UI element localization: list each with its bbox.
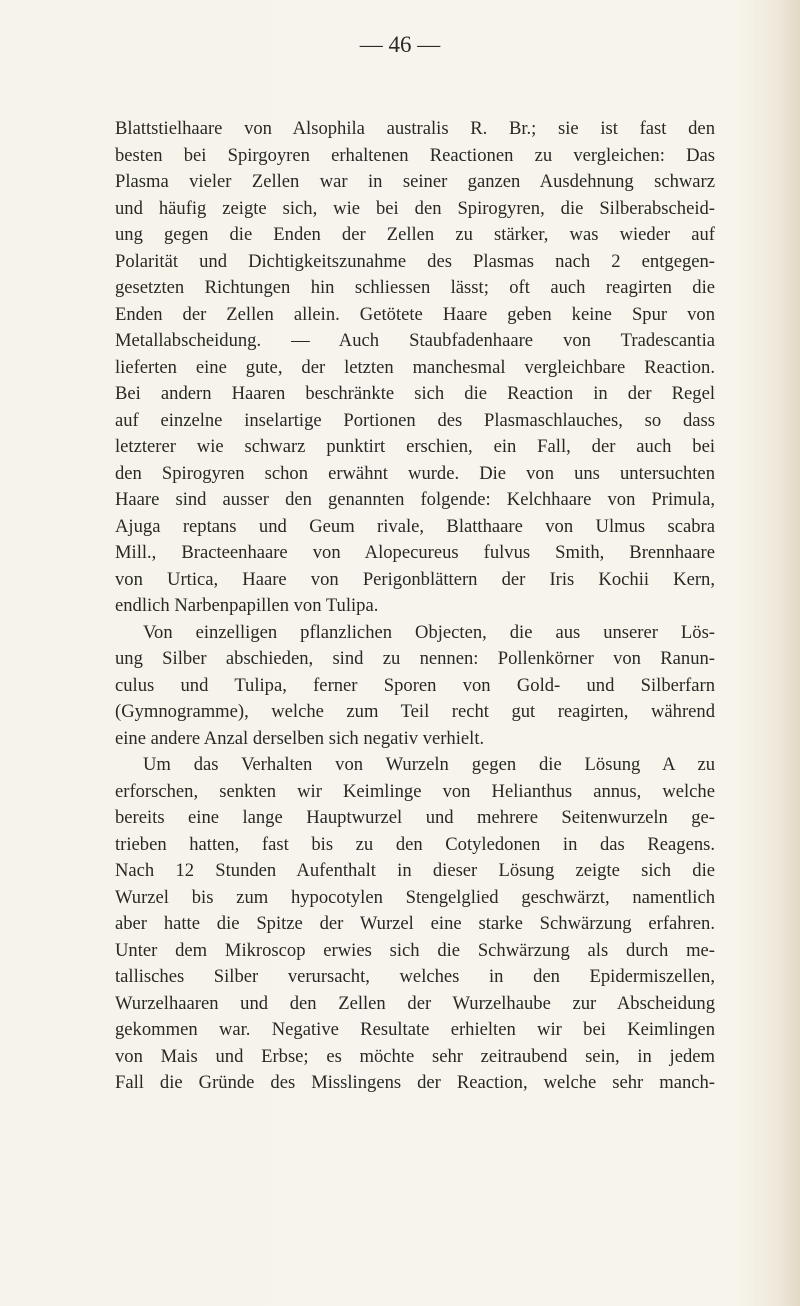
text-line: Wurzelhaaren und den Zellen der Wurzelhaube zur Abscheidung [115,992,715,1014]
text-line: tallisches Silber verursacht, welches in den Epidermiszellen, [115,966,715,987]
text-line: culus und Tulipa, ferner Sporen von Gold- und Silberfarn [115,674,715,696]
text-line: erforschen, senkten wir Keimlinge von Helianthus annus, welche [115,780,715,802]
text-line: Metallabscheidung. — Auch Staubfadenhaare von Tradescantia [115,330,715,351]
text-line: den Spirogyren schon erwähnt wurde. Die von uns untersuchten [115,462,715,484]
text-line: eine andere Anzal derselben sich negativ verhielt. [115,727,485,749]
text-line: Um das Verhalten von Wurzeln gegen die Lösung A zu [143,754,715,775]
text-line: Bei andern Haaren beschränkte sich die Reaction in der Regel [115,383,715,404]
text-line: Mill., Bracteenhaare von Alopecureus fulvus Smith, Brennhaare [115,542,715,563]
text-line: Plasma vieler Zellen war in seiner ganzen Ausdehnung schwarz [115,171,715,192]
text-line: und häufig zeigte sich, wie bei den Spirogyren, die Silberabscheid- [115,197,715,219]
page-number: — 46 — [359,32,441,57]
text-line: Haare sind ausser den genannten folgende: Kelchhaare von Primula, [115,489,715,510]
text-line: auf einzelne inselartige Portionen des Plasmaschlauches, so dass [115,409,715,431]
text-line: von Urtica, Haare von Perigonblättern der Iris Kochii Kern, [115,568,715,590]
text-line: Fall die Gründe des Misslingens der Reaction, welche sehr manch- [115,1072,715,1093]
text-line: besten bei Spirgoyren erhaltenen Reactionen zu vergleichen: Das [115,144,715,166]
text-line: aber hatte die Spitze der Wurzel eine starke Schwärzung erfahren. [115,913,715,934]
text-line: gesetzten Richtungen hin schliessen lässt; oft auch reagirten die [115,277,715,298]
text-line: Enden der Zellen allein. Getötete Haare geben keine Spur von [115,303,715,325]
text-line: Blattstielhaare von Alsophila australis R. Br.; sie ist fast den [115,118,715,139]
text-line: Nach 12 Stunden Aufenthalt in dieser Lösung zeigte sich die [115,860,715,881]
text-line: bereits eine lange Hauptwurzel und mehrere Seitenwurzeln ge- [115,807,715,828]
text-line: endlich Narbenpapillen von Tulipa. [115,595,379,616]
text-line: lieferten eine gute, der letzten manchesmal vergleichbare Reaction. [115,356,715,378]
text-line: (Gymnogramme), welche zum Teil recht gut reagirten, während [115,701,715,722]
text-line: letzterer wie schwarz punktirt erschien, ein Fall, der auch bei [115,436,715,457]
text-line: Von einzelligen pflanzlichen Objecten, die aus unserer Lös- [143,621,715,643]
text-line: von Mais und Erbse; es möchte sehr zeitraubend sein, in jedem [115,1045,715,1067]
text-line: trieben hatten, fast bis zu den Cotyledonen in das Reagens. [115,833,715,855]
text-line: Polarität und Dichtigkeitszunahme des Plasmas nach 2 entgegen- [115,250,715,272]
text-line: Wurzel bis zum hypocotylen Stengelglied geschwärzt, namentlich [115,886,715,908]
text-line: gekommen war. Negative Resultate erhielten wir bei Keimlingen [115,1019,715,1040]
text-line: ung Silber abschieden, sind zu nennen: Pollenkörner von Ranun- [115,648,715,669]
text-line: Unter dem Mikroscop erwies sich die Schwärzung als durch me- [115,939,715,961]
text-line: ung gegen die Enden der Zellen zu stärker, was wieder auf [115,224,715,245]
text-line: Ajuga reptans und Geum rivale, Blatthaare von Ulmus scabra [115,515,715,537]
body-text [115,116,715,1097]
